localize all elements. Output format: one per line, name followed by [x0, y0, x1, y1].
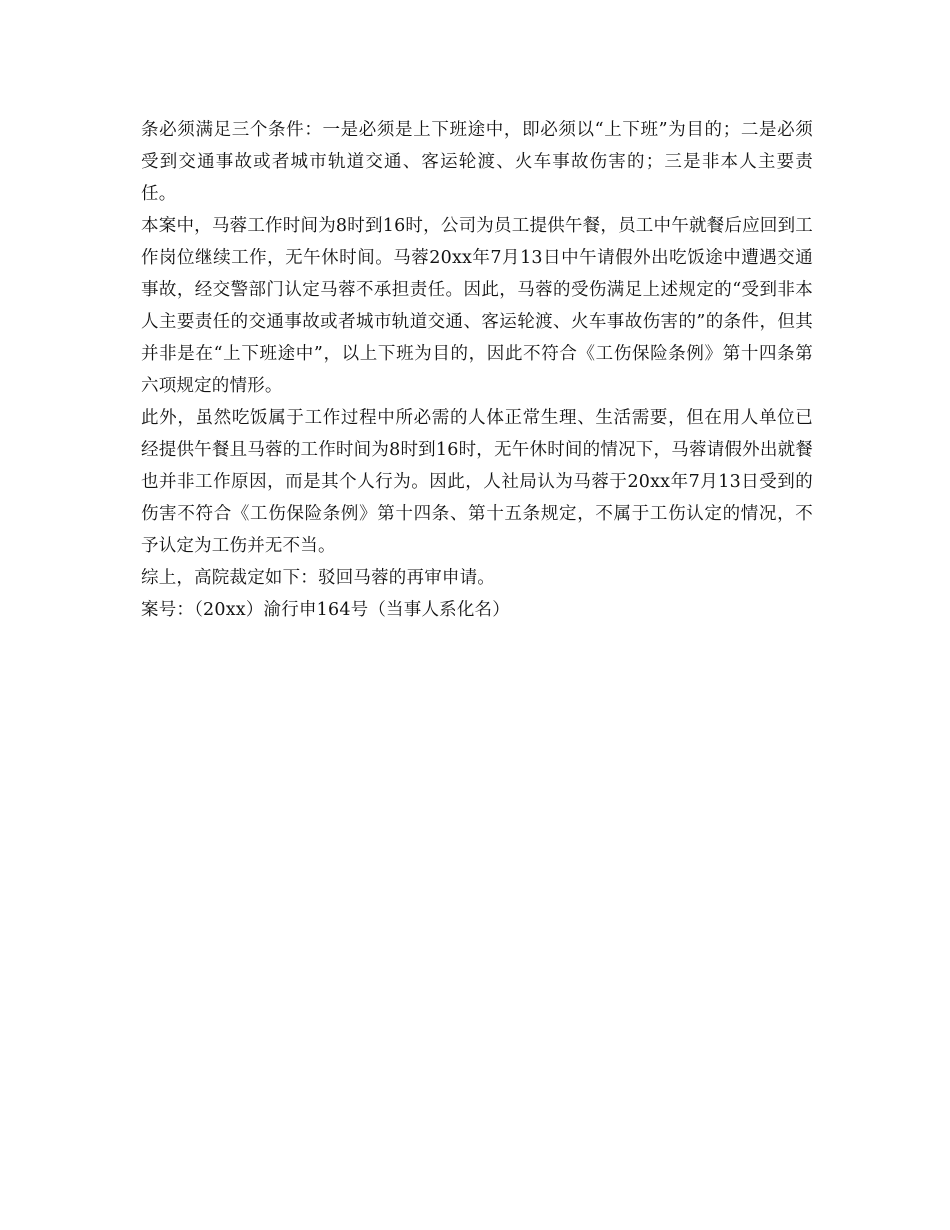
paragraph-conditions: 条必须满足三个条件：一是必须是上下班途中，即必须以“上下班”为目的；二是必须受到交通事故或者城市轨道交通、客运轮渡、火车事故伤害的；三是非本人主要责任。 — [141, 120, 813, 204]
paragraph-case-facts: 本案中，马蓉工作时间为8时到16时，公司为员工提供午餐，员工中午就餐后应回到工作岗位继续工作，无午休时间。马蓉20xx年7月13日中午请假外出吃饭途中遭遇交通事故，经交警部门认定马蓉不承担责任。因此，马蓉的受伤满足上述规定的“受到非本人主要责任的交通事故或者城市轨道交通、客运轮渡、火车事故伤害的”的条件，但其并非是在“上下班途中”，以上下班为目的，因此不符合《工伤保险条例》第十四条第六项规定的情形。 — [141, 216, 813, 396]
paragraph-ruling: 综上，高院裁定如下：驳回马蓉的再审申请。 — [141, 568, 495, 588]
paragraph-case-number: 案号：（20xx）渝行申164号（当事人系化名） — [141, 600, 510, 620]
document-body — [141, 114, 813, 626]
paragraph-analysis: 此外，虽然吃饭属于工作过程中所必需的人体正常生理、生活需要，但在用人单位已经提供午餐且马蓉的工作时间为8时到16时，无午休时间的情况下，马蓉请假外出就餐也并非工作原因，而是其个人行为。因此，人社局认为马蓉于20xx年7月13日受到的伤害不符合《工伤保险条例》第十四条、第十五条规定，不属于工伤认定的情况，不予认定为工伤并无不当。 — [141, 408, 813, 556]
